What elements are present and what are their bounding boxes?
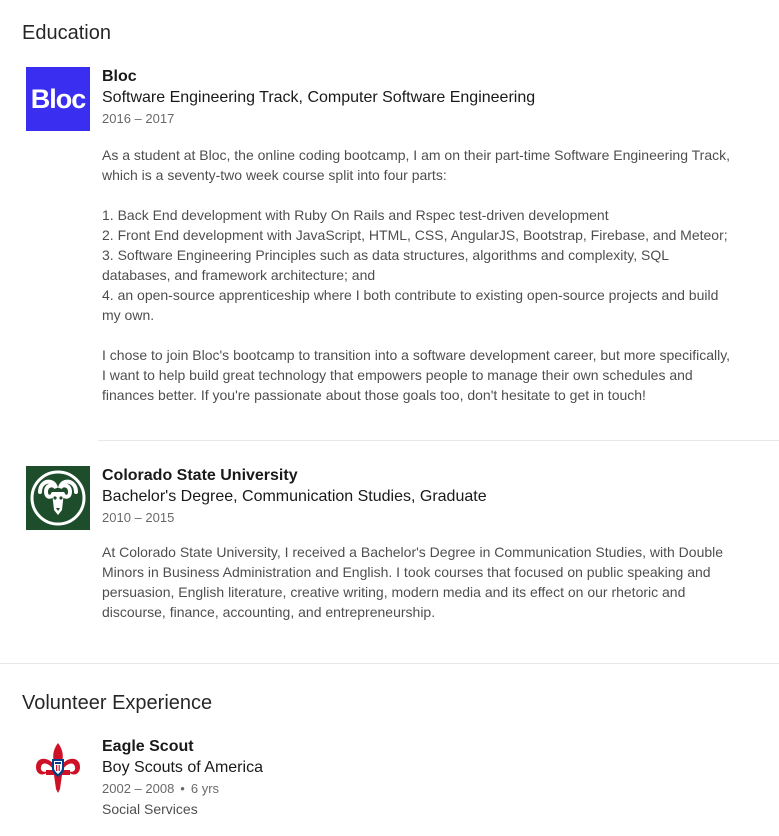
bloc-logo-text: Bloc: [30, 83, 86, 114]
education-description: At Colorado State University, I received a Bachelor's Degree in Communication Studies, with Double Minors in Business Administration and English. I took courses that focused on public speaking and persuasion, English literature, creative writing, modern media and its effect on our rhetoric and discourse, finance, accounting, and entrepreneurship.: [102, 544, 724, 620]
volunteer-dates: [102, 779, 732, 799]
education-description: As a student at Bloc, the online coding bootcamp, I am on their part-time Software Engineering Track, which is a seventy-two week course split into four parts: 1. Back End development with Ruby On Rails and Rspec test-driven development 2. Front End development with JavaScript, HTML, CSS, AngularJS, Bootstrap, Firebase, and Meteor; 3. Software Engineering Principles such as data structures, algorithms and complexity, SQL databases, and framework architecture; and 4. an open-source apprenticeship where I both contribute to existing open-source projects and build my own. I chose to join Bloc's bootcamp to transition into a software development career, but more specifically, I want to help build great technology that empowers people to manage their own schedules and finances better. If you're passionate about those goals too, don't hesitate to get in touch!: [102, 147, 731, 403]
degree-field: Bachelor's Degree, Communication Studies, Graduate: [102, 488, 487, 505]
education-entry-info: [102, 466, 732, 622]
school-name[interactable]: Colorado State University: [102, 467, 298, 484]
entry-divider: [98, 440, 779, 441]
volunteer-role[interactable]: Eagle Scout: [102, 738, 194, 755]
bloc-logo[interactable]: [26, 67, 90, 131]
section-divider: [0, 663, 779, 664]
volunteer-category: Social Services: [102, 801, 198, 817]
volunteer-entry-info: [102, 737, 732, 819]
dot-separator: •: [180, 781, 185, 796]
ram-icon: [26, 466, 90, 530]
volunteer-organization: Boy Scouts of America: [102, 759, 263, 776]
education-section-title: Education: [22, 22, 111, 44]
duration: 6 yrs: [190, 781, 220, 796]
school-name[interactable]: Bloc: [102, 68, 137, 85]
date-range: 2002 – 2008: [102, 781, 175, 796]
date-range: 2016 – 2017: [102, 111, 175, 126]
degree-field: Software Engineering Track, Computer Software Engineering: [102, 89, 536, 106]
bsa-logo[interactable]: [26, 737, 90, 801]
csu-ram-logo[interactable]: [26, 466, 90, 530]
date-range: 2010 – 2015: [102, 510, 175, 525]
fleur-de-lis-icon: [26, 737, 90, 801]
volunteer-section-title: Volunteer Experience: [22, 692, 213, 714]
education-entry-info: [102, 67, 732, 405]
